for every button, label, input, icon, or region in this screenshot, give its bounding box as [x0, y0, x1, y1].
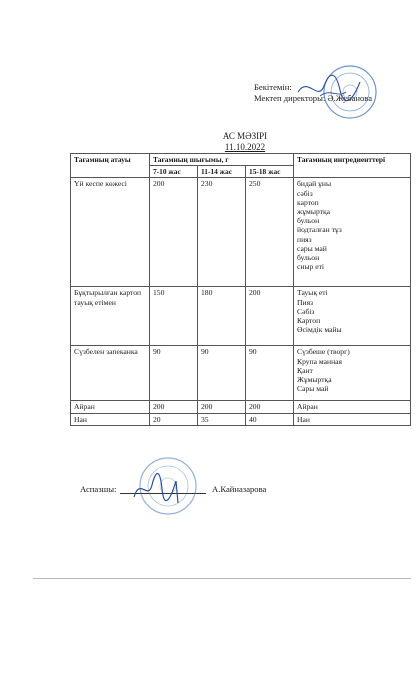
ingredient-item: Айран: [297, 402, 318, 412]
ingredient-item: Нан: [297, 414, 310, 424]
table-row: [71, 346, 411, 401]
header-dish-name: Тағамның атауы: [71, 154, 150, 178]
bottom-rule: [33, 578, 411, 579]
ingredient-item: бульон: [297, 253, 320, 263]
ingredient-item: Сары май: [297, 384, 329, 394]
ingredient-item: Пияз: [297, 297, 314, 307]
ingredients-cell: [294, 178, 411, 287]
yield-7-10-cell: 90: [150, 346, 198, 401]
cook-stamp: [120, 455, 216, 517]
dish-name-cell: Сүзбелен запеканка: [71, 346, 150, 401]
yield-11-14-cell: 90: [198, 346, 246, 401]
ingredient-item: Өсімдік майы: [297, 325, 342, 335]
cook-name: А.Кайназарова: [212, 484, 267, 494]
yield-11-14-cell: 230: [198, 178, 246, 287]
table-row: [71, 401, 411, 413]
yield-11-14-cell: 180: [198, 287, 246, 346]
ingredients-cell: [294, 287, 411, 346]
ingredient-item: бульон: [297, 216, 320, 226]
header-yield: Тағамның шығымы, г: [150, 154, 294, 166]
yield-7-10-cell: 200: [150, 178, 198, 287]
ingredient-item: картоп: [297, 197, 319, 207]
yield-7-10-cell: 20: [150, 413, 198, 425]
yield-15-18-cell: 200: [246, 287, 294, 346]
ingredients-cell: [294, 346, 411, 401]
yield-7-10-cell: 150: [150, 287, 198, 346]
ingredient-item: жұмыртқа: [297, 207, 331, 217]
ingredient-item: сиыр еті: [297, 262, 325, 272]
ingredient-item: йодталған тұз: [297, 225, 342, 235]
ingredient-item: Қант: [297, 365, 313, 375]
ingredient-item: Жұмыртқа: [297, 375, 332, 385]
ingredient-item: Тауық еті: [297, 288, 328, 298]
yield-15-18-cell: 40: [246, 413, 294, 425]
header-age-15-18: 15-18 жас: [246, 166, 294, 178]
approval-director-line: Мектеп директоры: Ә.Жубанова: [254, 93, 373, 103]
approval-label: Бекітемін:: [254, 82, 292, 92]
dish-name-cell: Айран: [71, 401, 150, 413]
table-row: [71, 413, 411, 425]
official-stamp: [290, 62, 386, 122]
cook-label: Аспазшы:: [80, 484, 117, 494]
ingredients-cell: [294, 413, 411, 425]
header-age-7-10: 7-10 жас: [150, 166, 198, 178]
table-row: [71, 287, 411, 346]
ingredient-item: Сәбіз: [297, 306, 315, 316]
header-ingredients: Тағамның ингредиенттері: [294, 154, 411, 178]
table-header-row: [71, 154, 411, 166]
yield-7-10-cell: 200: [150, 401, 198, 413]
menu-table: [70, 153, 411, 426]
dish-name-cell: Бұқтырылған картоп тауық етімен: [71, 287, 150, 346]
table-row: [71, 178, 411, 287]
ingredient-item: сары май: [297, 243, 327, 253]
ingredient-item: Сүзбеше (творг): [297, 347, 350, 357]
dish-name-cell: Нан: [71, 413, 150, 425]
ingredient-item: пияз: [297, 234, 312, 244]
ingredients-cell: [294, 401, 411, 413]
yield-11-14-cell: 200: [198, 401, 246, 413]
yield-15-18-cell: 200: [246, 401, 294, 413]
document-title: АС МӘЗІРІ: [222, 131, 268, 141]
yield-15-18-cell: 90: [246, 346, 294, 401]
ingredient-item: сәбіз: [297, 188, 313, 198]
yield-11-14-cell: 35: [198, 413, 246, 425]
document-date: 11.10.2022: [224, 142, 266, 152]
dish-name-cell: Үй кеспе көжесі: [71, 178, 150, 287]
ingredient-item: Картоп: [297, 316, 321, 326]
ingredient-item: бидай ұны: [297, 179, 332, 189]
ingredient-item: Крупа манная: [297, 356, 343, 366]
header-age-11-14: 11-14 жас: [198, 166, 246, 178]
yield-15-18-cell: 250: [246, 178, 294, 287]
